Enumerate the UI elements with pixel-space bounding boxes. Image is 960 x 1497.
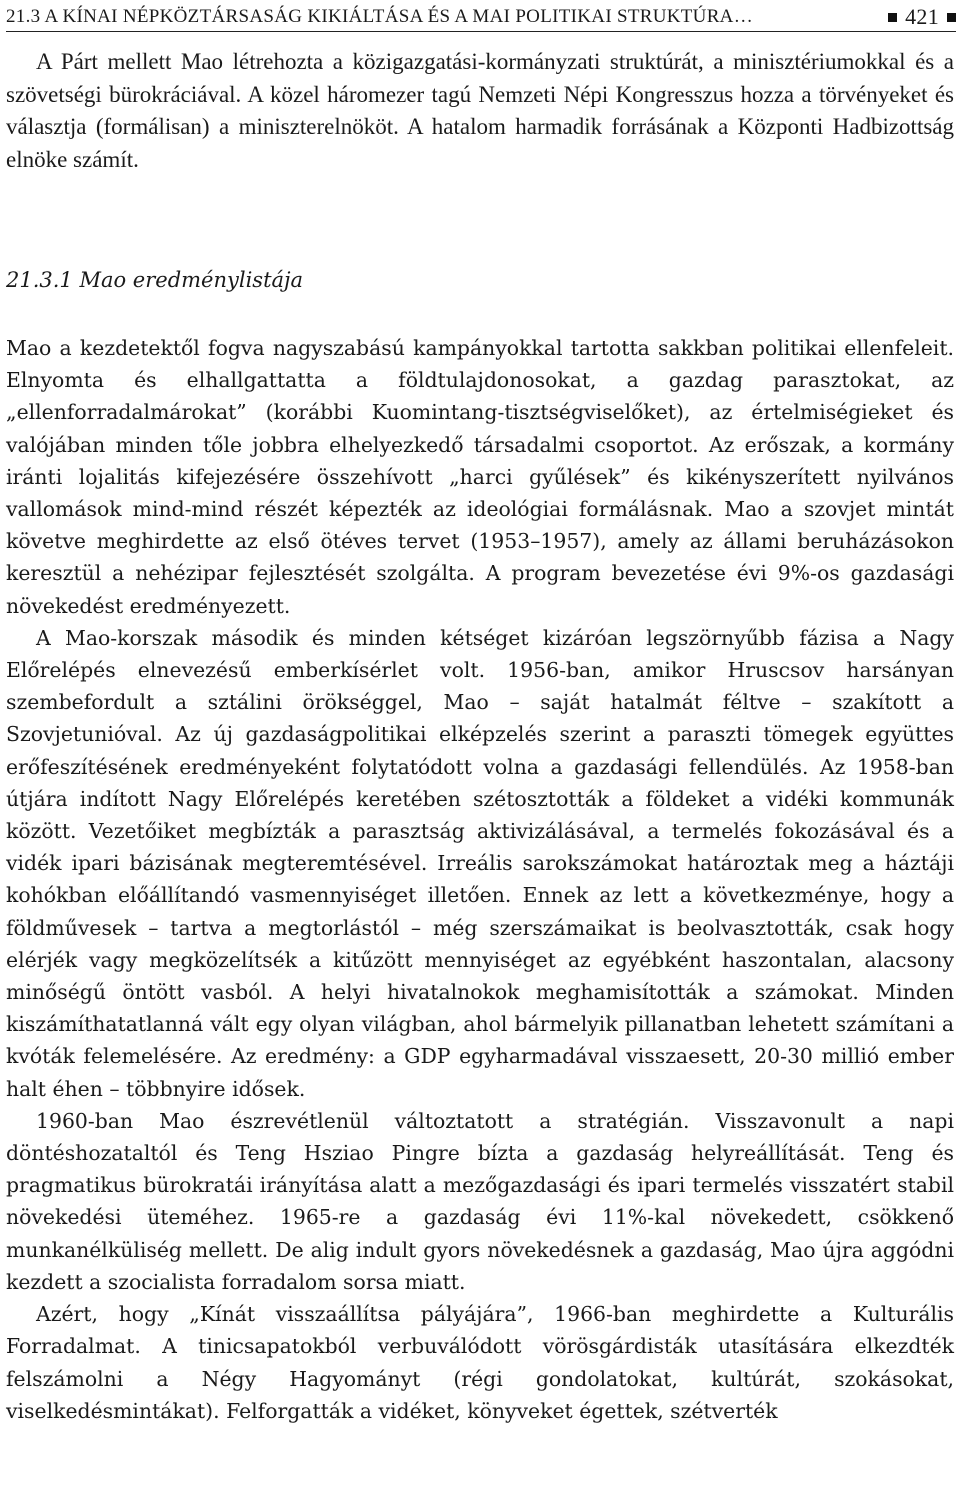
- intro-block: [6, 46, 954, 176]
- paragraph: Azért, hogy „Kínát visszaállítsa pályájára”, 1966-ban meghirdette a Kulturális Forradalmat. A tinicsapatokból verbuválódott vörösgárdisták utasítására elkezdték felszámolni a Négy Hagyományt (régi gondolatokat, kultúrát, szokásokat, viselkedésmintákat). Felforgatták a vidéket, könyveket égettek, szétverték: [6, 1302, 954, 1423]
- section-heading: 21.3.1 Mao eredménylistája: [6, 268, 304, 292]
- paragraph: A Mao-korszak második és minden kétséget kizáróan legszörnyűbb fázisa a Nagy Előrelépés elnevezésű emberkísérlet volt. 1956-ban, amikor Hruscsov harsányan szembefordult a sztálini örökséggel, Mao – saját hatalmát féltve – szakított a Szovjetunióval. Az új gazdaságpolitikai elképzelés szerint a paraszti tömegek együttes erőfeszítésének eredményeként folytatódott volna a gazdasági fellendülés. Az 1958-ban útjára indított Nagy Előrelépés keretében szétosztották a földeket a vidéki kommunák között. Vezetőiket megbízták a parasztság aktivizálásával, a termelés fokozásával és a vidék ipari bázisának megteremtésével. Irreális sarokszámokat határoztak meg a háztáji kohókban előállítandó vasmennyiséget illetően. Ennek az lett a következménye, hogy a földművesek – tartva a megtorlástól – még szerszámaikat is beolvasztották, csak hogy elérjék vagy megközelítsék a kitűzött mennyiséget az egyébként haszontalan, alacsony minőségű öntött vasból. A helyi hivatalnokok meghamisították a számokat. Minden kiszámíthatatlanná vált egy olyan világban, ahol bármelyik pillanatban lehetett számítani a kvóták felemelésére. Az eredmény: a GDP egyharmadával visszaesett, 20-30 millió ember halt éhen – többnyire idősek.: [6, 625, 954, 1101]
- section-body: [6, 332, 954, 1427]
- square-bullet-icon: [888, 13, 897, 22]
- running-title: 21.3 A KÍNAI NÉPKÖZTÁRSASÁG KIKIÁLTÁSA ÉS A MAI POLITIKAI STRUKTÚRA…: [6, 6, 754, 27]
- square-bullet-icon: [947, 13, 956, 22]
- running-header: [6, 3, 956, 32]
- paragraph: Mao a kezdetektől fogva nagyszabású kampányokkal tartotta sakkban politikai ellenfeleit. Elnyomta és elhallgattatta a földtulajdonosokat, a gazdag parasztokat, az „ellenforradalmárokat” (korábbi Kuomintang-tisztségviselőket), az értelmiségieket és valójában minden tőle jobbra elhelyezkedő társadalmi csoportot. Az erőszak, a kormány iránti lojalitás kifejezésére összehívott „harci gyűlések” és kikényszerített nyilvános vallomások mind-mind részét képezték az ideológiai formálásnak. Mao a szovjet mintát követve meghirdette az első ötéves tervet (1953–1957), amely az állami beruházásokon keresztül a nehézipar fejlesztését szolgálta. A program bevezetése évi 9%-os gazdasági növekedést eredményezett.: [6, 336, 954, 618]
- page-number-group: [888, 4, 956, 30]
- paragraph: 1960-ban Mao észrevétlenül változtatott a stratégián. Visszavonult a napi döntéshozataltól és Teng Hsziao Pingre bízta a gazdaság helyreállítását. Teng és pragmatikus bürokratái irányítása alatt a mezőgazdasági és ipari termelés visszatért stabil növekedési üteméhez. 1965-re a gazdaság évi 11%-kal növekedett, csökkenő munkanélküliség mellett. De alig indult gyors növekedésnek a gazdaság, Mao újra aggódni kezdett a szocialista forradalom sorsa miatt.: [6, 1108, 954, 1294]
- page-number: 421: [905, 4, 939, 29]
- intro-paragraph: A Párt mellett Mao létrehozta a közigazgatási-kormányzati struktúrát, a minisztériumokkal és a szövetségi bürokráciával. A közel háromezer tagú Nemzeti Népi Kongresszus hozza a törvényeket és választja (formálisan) a miniszterelnököt. A hatalom harmadik forrásának a Központi Hadbizottság elnöke számít.: [6, 49, 954, 172]
